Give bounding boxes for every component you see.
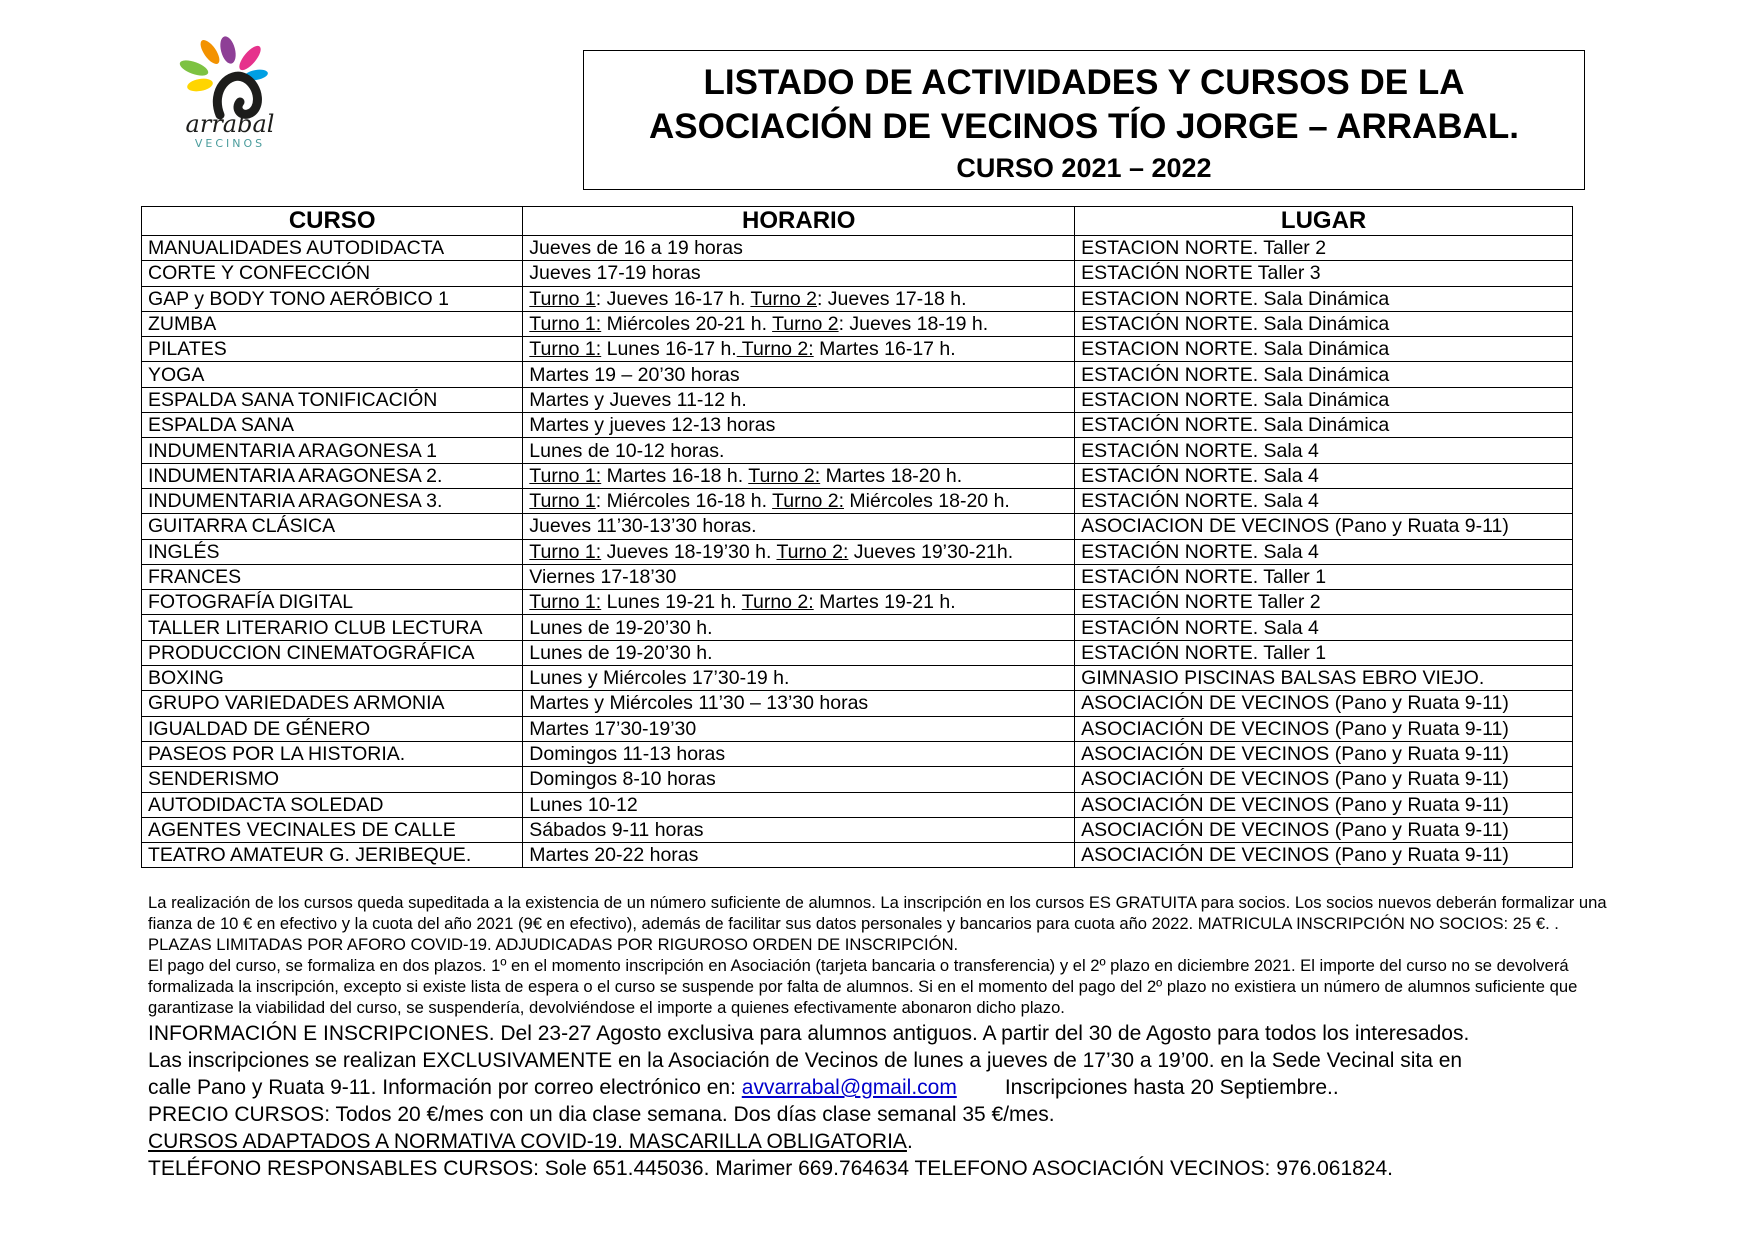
notes-paragraph-1: La realización de los cursos queda supeditada a la existencia de un número suficiente de alumnos. La inscripción en los cursos ES GRATUITA para socios. Los socios nuevos deberán formalizar una fianza de 10 € en efectivo y la cuota del año 2021 (9€ en efectivo), además de facilitar sus datos personales y bancarios para cuota año 2022. MATRICULA INSCRIPCIÓN NO SOCIOS: 25 €. . PLAZAS LIMITADAS POR AFORO COVID-19. ADJUDICADAS POR RIGUROSO ORDEN DE INSCRIPCIÓN. <box>148 893 1607 954</box>
curso-cell: INDUMENTARIA ARAGONESA 3. <box>142 488 523 513</box>
turno-label: Turno 1 <box>529 490 596 513</box>
curso-cell: ZUMBA <box>142 311 523 336</box>
horario-cell: Jueves 17-19 horas <box>523 261 1075 286</box>
turno-label: Turno 1 <box>529 287 596 310</box>
curso-cell: AGENTES VECINALES DE CALLE <box>142 817 523 842</box>
lugar-cell: ESTACIÓN NORTE. Sala 4 <box>1075 463 1573 488</box>
lugar-cell: ESTACIÓN NORTE. Sala 4 <box>1075 438 1573 463</box>
horario-cell <box>523 590 1075 615</box>
lugar-cell: ASOCIACIÓN DE VECINOS (Pano y Ruata 9-11) <box>1075 716 1573 741</box>
horario-cell: Viernes 17-18’30 <box>523 564 1075 589</box>
header-lugar: LUGAR <box>1075 207 1573 236</box>
table-row <box>142 286 1573 311</box>
curso-cell: INGLÉS <box>142 539 523 564</box>
table-row <box>142 590 1573 615</box>
covid-line <box>148 1128 1648 1155</box>
table-row <box>142 514 1573 539</box>
info-line-2: Las inscripciones se realizan EXCLUSIVAMENTE en la Asociación de Vecinos de lunes a jueves de 17’30 a 19’00. en la Sede Vecinal sita en <box>148 1049 1463 1072</box>
table-row <box>142 691 1573 716</box>
turno-label: Turno 1: <box>529 313 602 336</box>
curso-cell: CORTE Y CONFECCIÓN <box>142 261 523 286</box>
horario-cell <box>523 337 1075 362</box>
turno-time: : Jueves 18-19 h. <box>838 313 989 336</box>
lugar-cell: ESTACION NORTE. Sala Dinámica <box>1075 286 1573 311</box>
table-row <box>142 236 1573 261</box>
info-line-3 <box>148 1074 1648 1101</box>
table-row <box>142 564 1573 589</box>
lugar-cell: ESTACIÓN NORTE. Sala Dinámica <box>1075 413 1573 438</box>
table-row <box>142 843 1573 868</box>
conditions-notes <box>148 892 1618 1018</box>
table-row <box>142 666 1573 691</box>
flower-logo-icon <box>150 30 310 150</box>
table-row <box>142 488 1573 513</box>
table-row <box>142 311 1573 336</box>
curso-cell: BOXING <box>142 666 523 691</box>
info-line-3-text: calle Pano y Ruata 9-11. Información por correo electrónico en: <box>148 1076 742 1099</box>
horario-cell: Domingos 8-10 horas <box>523 767 1075 792</box>
horario-cell: Sábados 9-11 horas <box>523 817 1075 842</box>
turno-time: Martes 16-18 h. <box>601 464 749 487</box>
turno-time: Jueves 18-19’30 h. <box>601 540 777 563</box>
curso-cell: INDUMENTARIA ARAGONESA 2. <box>142 463 523 488</box>
lugar-cell: ASOCIACIÓN DE VECINOS (Pano y Ruata 9-11) <box>1075 691 1573 716</box>
horario-cell: Martes 17’30-19’30 <box>523 716 1075 741</box>
curso-cell: ESPALDA SANA TONIFICACIÓN <box>142 387 523 412</box>
table-row <box>142 741 1573 766</box>
horario-cell: Jueves de 16 a 19 horas <box>523 236 1075 261</box>
horario-cell: Martes y Miércoles 11’30 – 13’30 horas <box>523 691 1075 716</box>
course-year: CURSO 2021 – 2022 <box>956 153 1212 183</box>
curso-cell: GUITARRA CLÁSICA <box>142 514 523 539</box>
table-row <box>142 716 1573 741</box>
activities-table <box>141 206 1573 868</box>
horario-cell: Martes 20-22 horas <box>523 843 1075 868</box>
lugar-cell: ESTACION NORTE. Taller 2 <box>1075 236 1573 261</box>
header-curso: CURSO <box>142 207 523 236</box>
lugar-cell: ASOCIACIÓN DE VECINOS (Pano y Ruata 9-11) <box>1075 767 1573 792</box>
horario-cell <box>523 539 1075 564</box>
lugar-cell: ESTACIÓN NORTE. Sala 4 <box>1075 539 1573 564</box>
curso-cell: FOTOGRAFÍA DIGITAL <box>142 590 523 615</box>
horario-cell: Martes 19 – 20’30 horas <box>523 362 1075 387</box>
horario-cell: Martes y Jueves 11-12 h. <box>523 387 1075 412</box>
table-row <box>142 261 1573 286</box>
lugar-cell: ASOCIACIÓN DE VECINOS (Pano y Ruata 9-11) <box>1075 843 1573 868</box>
turno-label: Turno 2: <box>736 338 814 361</box>
horario-cell <box>523 286 1075 311</box>
horario-cell: Lunes y Miércoles 17’30-19 h. <box>523 666 1075 691</box>
covid-period: . <box>906 1130 913 1153</box>
curso-cell: YOGA <box>142 362 523 387</box>
curso-cell: PASEOS POR LA HISTORIA. <box>142 741 523 766</box>
covid-notice: CURSOS ADAPTADOS A NORMATIVA COVID-19. MASCARILLA OBLIGATORIA <box>148 1130 907 1153</box>
turno-time: Lunes 19-21 h. <box>601 591 742 614</box>
horario-cell: Martes y jueves 12-13 horas <box>523 413 1075 438</box>
table-row <box>142 817 1573 842</box>
curso-cell: INDUMENTARIA ARAGONESA 1 <box>142 438 523 463</box>
curso-cell: FRANCES <box>142 564 523 589</box>
turno-time: Martes 16-17 h. <box>813 338 956 361</box>
table-row <box>142 413 1573 438</box>
inscription-deadline: Inscripciones hasta 20 Septiembre.. <box>1004 1076 1339 1099</box>
turno-time: Jueves 19’30-21h. <box>848 540 1014 563</box>
title-line-2: ASOCIACIÓN DE VECINOS TÍO JORGE – ARRABAL. <box>649 107 1519 146</box>
table-header-row <box>142 207 1573 236</box>
horario-cell <box>523 488 1075 513</box>
lugar-cell: ESTACIÓN NORTE. Taller 1 <box>1075 640 1573 665</box>
turno-label: Turno 2: <box>741 591 814 614</box>
phones-line: TELÉFONO RESPONSABLES CURSOS: Sole 651.445036. Marimer 669.764634 TELEFONO ASOCIACIÓN VECINOS: 976.061824. <box>148 1157 1393 1180</box>
lugar-cell: ESTACIÓN NORTE. Sala 4 <box>1075 615 1573 640</box>
header-horario: HORARIO <box>523 207 1075 236</box>
curso-cell: GRUPO VARIEDADES ARMONIA <box>142 691 523 716</box>
turno-label: Turno 2: <box>776 540 849 563</box>
email-link[interactable]: avvarrabal@gmail.com <box>741 1076 957 1099</box>
horario-cell: Lunes de 19-20’30 h. <box>523 615 1075 640</box>
lugar-cell: ASOCIACIÓN DE VECINOS (Pano y Ruata 9-11) <box>1075 741 1573 766</box>
turno-time: Miércoles 18-20 h. <box>844 490 1010 513</box>
curso-cell: PILATES <box>142 337 523 362</box>
table-row <box>142 337 1573 362</box>
turno-label: Turno 1: <box>529 540 602 563</box>
lugar-cell: ASOCIACION DE VECINOS (Pano y Ruata 9-11) <box>1075 514 1573 539</box>
turno-label: Turno 2 <box>772 313 839 336</box>
table-row <box>142 615 1573 640</box>
table-row <box>142 640 1573 665</box>
table-row <box>142 387 1573 412</box>
table-row <box>142 539 1573 564</box>
turno-label: Turno 1: <box>529 338 602 361</box>
turno-label: Turno 2: <box>772 490 844 513</box>
lugar-cell: ESTACION NORTE. Sala Dinámica <box>1075 337 1573 362</box>
curso-cell: TALLER LITERARIO CLUB LECTURA <box>142 615 523 640</box>
turno-time: Lunes 16-17 h. <box>601 338 737 361</box>
curso-cell: SENDERISMO <box>142 767 523 792</box>
logo-subtext: VECINOS <box>194 137 266 150</box>
curso-cell: TEATRO AMATEUR G. JERIBEQUE. <box>142 843 523 868</box>
title-line-1: LISTADO DE ACTIVIDADES Y CURSOS DE LA <box>703 63 1465 102</box>
lugar-cell: ESTACIÓN NORTE Taller 2 <box>1075 590 1573 615</box>
horario-cell: Lunes 10-12 <box>523 792 1075 817</box>
arrabal-logo <box>150 30 310 150</box>
curso-cell: GAP y BODY TONO AERÓBICO 1 <box>142 286 523 311</box>
turno-label: Turno 1: <box>529 591 602 614</box>
curso-cell: IGUALDAD DE GÉNERO <box>142 716 523 741</box>
table-row <box>142 463 1573 488</box>
curso-cell: PRODUCCION CINEMATOGRÁFICA <box>142 640 523 665</box>
table-row <box>142 767 1573 792</box>
logo-wordmark: arrabal <box>185 110 275 138</box>
lugar-cell: ASOCIACIÓN DE VECINOS (Pano y Ruata 9-11) <box>1075 817 1573 842</box>
table-row <box>142 362 1573 387</box>
turno-label: Turno 2 <box>750 287 817 310</box>
lugar-cell: ESTACIÓN NORTE. Sala Dinámica <box>1075 362 1573 387</box>
table-row <box>142 438 1573 463</box>
curso-cell: MANUALIDADES AUTODIDACTA <box>142 236 523 261</box>
turno-time: : Jueves 17-18 h. <box>816 287 967 310</box>
horario-cell: Domingos 11-13 horas <box>523 741 1075 766</box>
horario-cell: Lunes de 19-20’30 h. <box>523 640 1075 665</box>
table-row <box>142 792 1573 817</box>
turno-time: Martes 18-20 h. <box>820 464 963 487</box>
curso-cell: ESPALDA SANA <box>142 413 523 438</box>
turno-time: Martes 19-21 h. <box>813 591 956 614</box>
price-line: PRECIO CURSOS: Todos 20 €/mes con un dia clase semana. Dos días clase semanal 35 €/mes. <box>148 1103 1055 1126</box>
turno-label: Turno 1: <box>529 464 602 487</box>
turno-time: Miércoles 20-21 h. <box>601 313 773 336</box>
lugar-cell: ESTACIÓN NORTE. Taller 1 <box>1075 564 1573 589</box>
info-block <box>148 1020 1648 1182</box>
lugar-cell: ESTACIÓN NORTE. Sala 4 <box>1075 488 1573 513</box>
title-box <box>583 50 1585 190</box>
horario-cell <box>523 311 1075 336</box>
turno-label: Turno 2: <box>748 464 821 487</box>
lugar-cell: ESTACIÓN NORTE. Sala Dinámica <box>1075 311 1573 336</box>
horario-cell <box>523 463 1075 488</box>
lugar-cell: ESTACION NORTE. Sala Dinámica <box>1075 387 1573 412</box>
turno-time: : Miércoles 16-18 h. <box>595 490 773 513</box>
horario-cell: Jueves 11’30-13’30 horas. <box>523 514 1075 539</box>
lugar-cell: ESTACIÓN NORTE Taller 3 <box>1075 261 1573 286</box>
lugar-cell: ASOCIACIÓN DE VECINOS (Pano y Ruata 9-11) <box>1075 792 1573 817</box>
notes-paragraph-2: El pago del curso, se formaliza en dos plazos. 1º en el momento inscripción en Asociación (tarjeta bancaria o transferencia) y el 2º plazo en diciembre 2021. El importe del curso no se devolverá formalizada la inscripción, excepto si existe lista de espera o el curso se suspende por falta de alumnos. Si en el momento del pago del 2º plazo no existiera un número de alumnos suficiente que garantizase la viabilidad del curso, se suspendería, devolviéndose el importe a quienes efectivamente abonaron dicho plazo. <box>148 956 1578 1017</box>
horario-cell: Lunes de 10-12 horas. <box>523 438 1075 463</box>
lugar-cell: GIMNASIO PISCINAS BALSAS EBRO VIEJO. <box>1075 666 1573 691</box>
info-line-1: INFORMACIÓN E INSCRIPCIONES. Del 23-27 Agosto exclusiva para alumnos antiguos. A partir del 30 de Agosto para todos los interesados. <box>148 1022 1470 1045</box>
turno-time: : Jueves 16-17 h. <box>595 287 751 310</box>
curso-cell: AUTODIDACTA SOLEDAD <box>142 792 523 817</box>
